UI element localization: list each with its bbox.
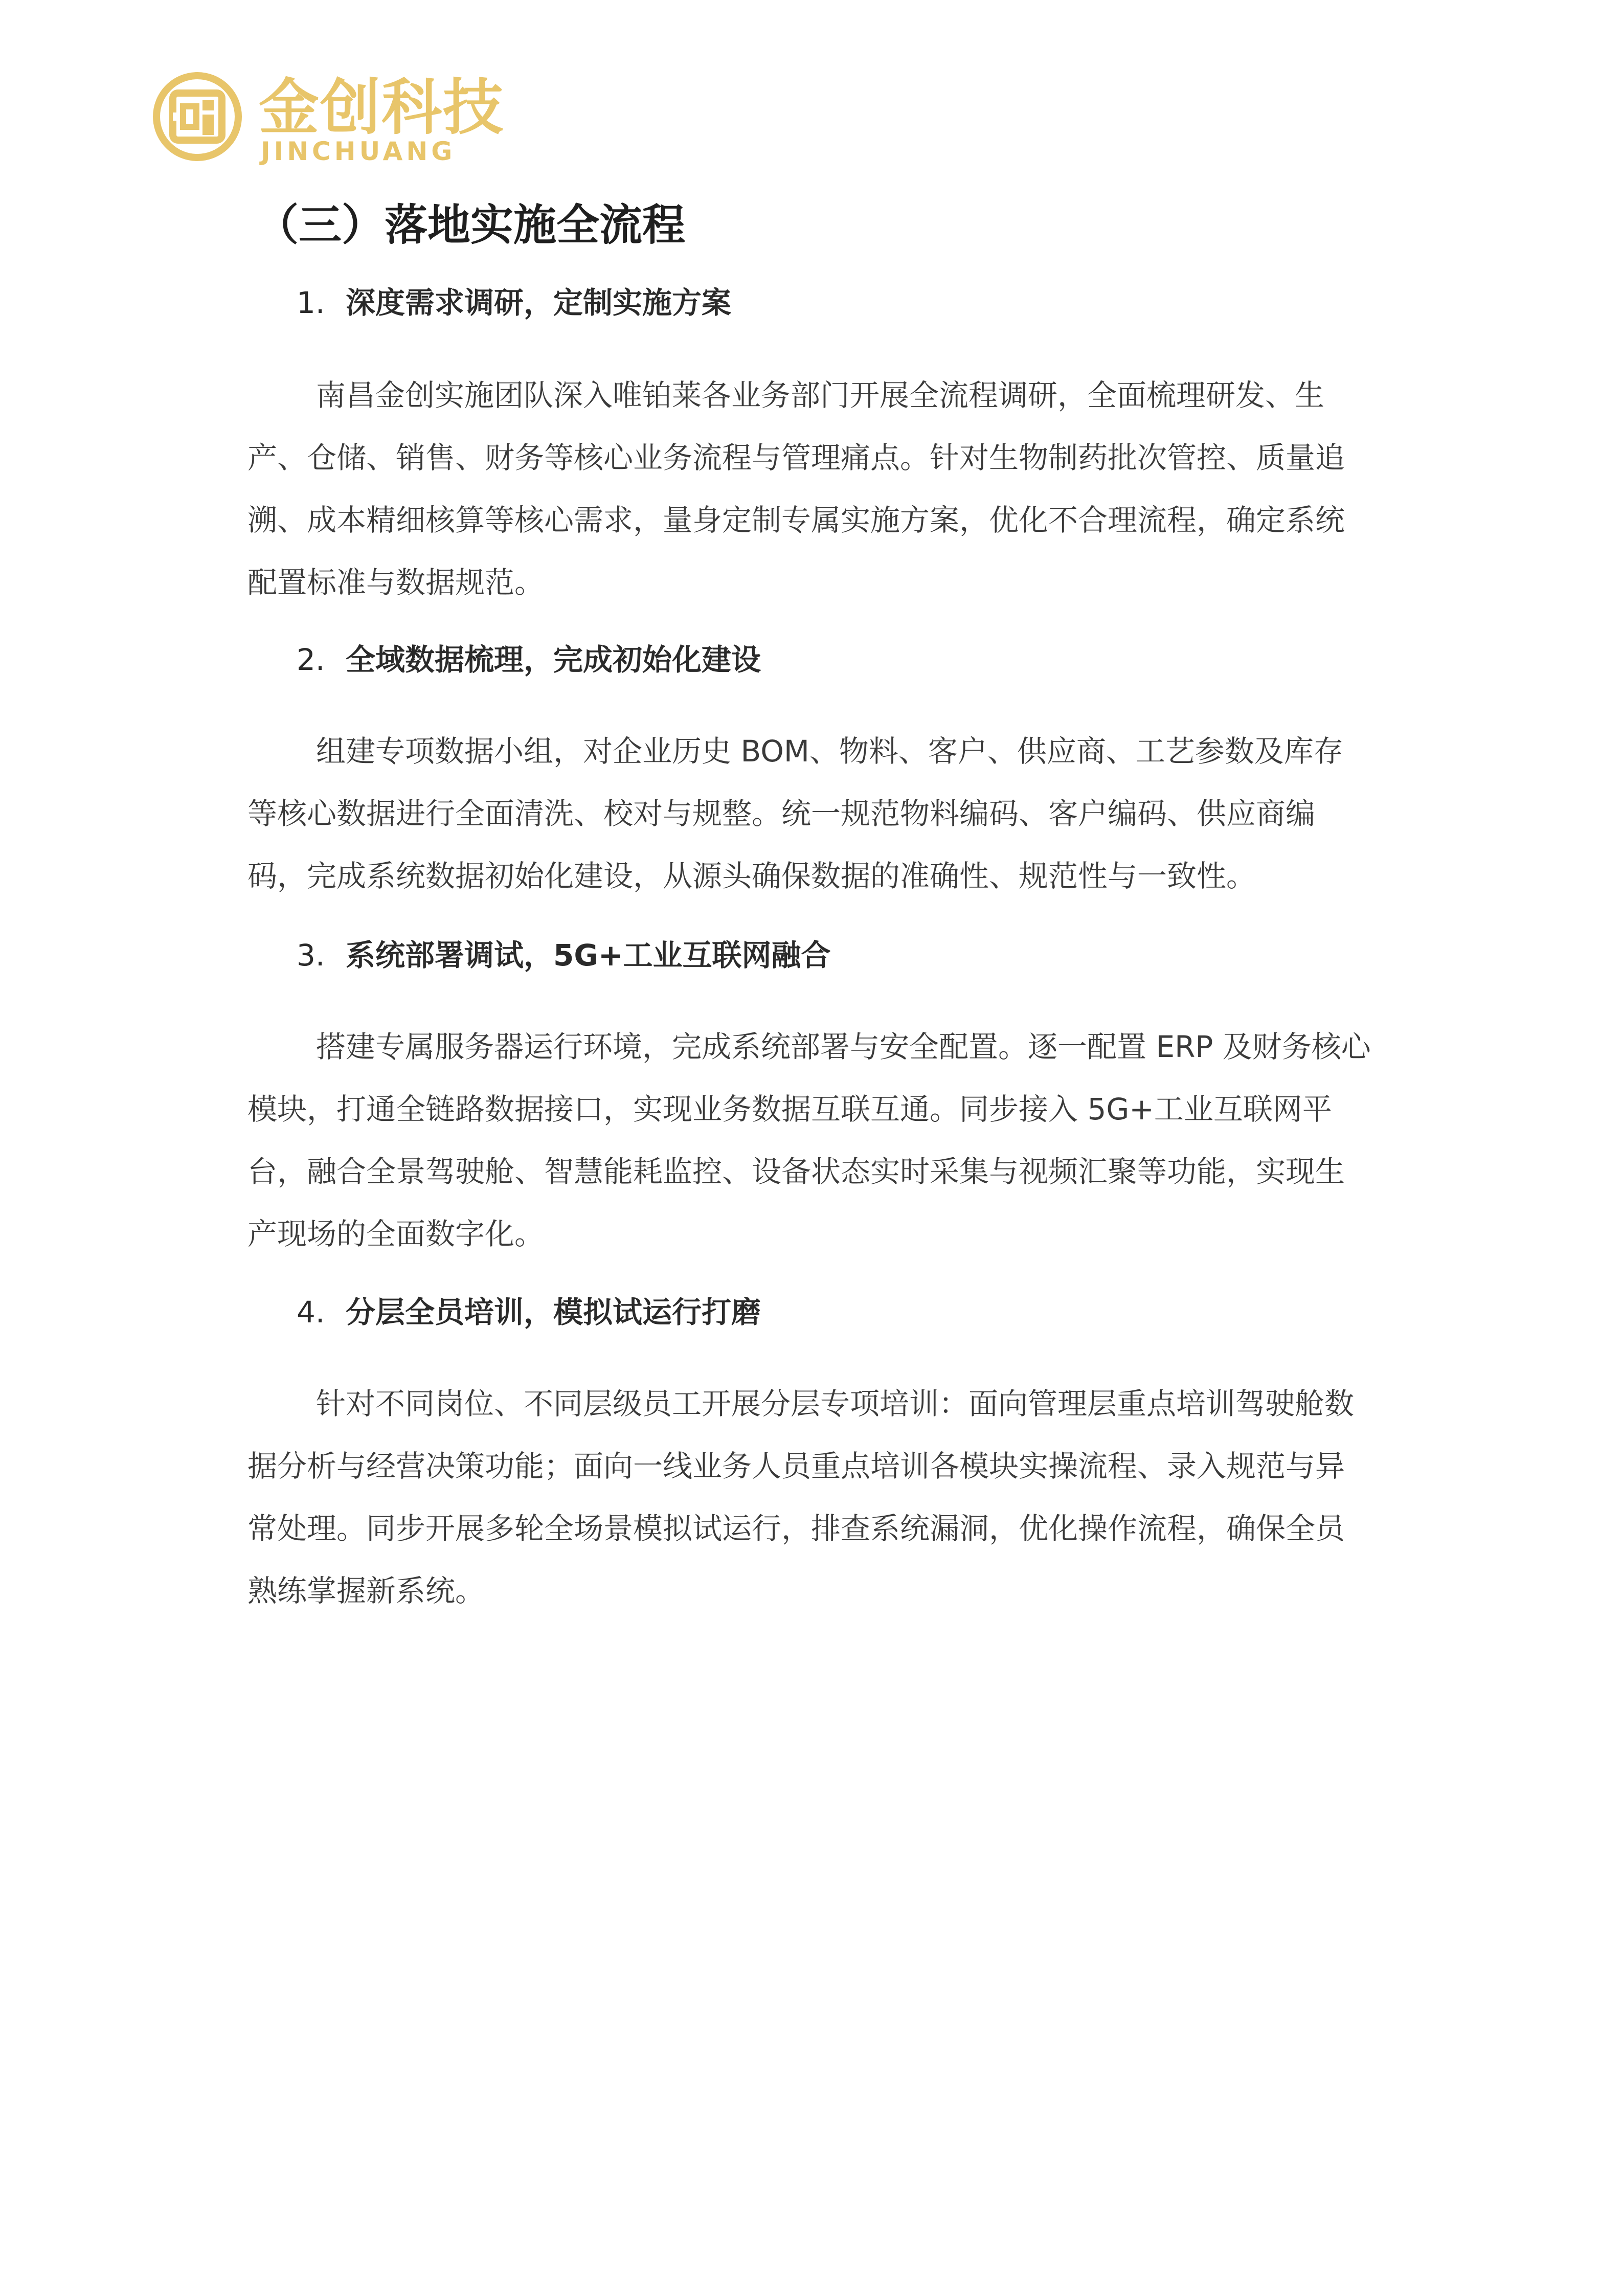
paragraph-line: 南昌金创实施团队深入唯铂莱各业务部门开展全流程调研，全面梳理研发、生 bbox=[316, 378, 1325, 413]
paragraph-line: 配置标准与数据规范。 bbox=[247, 565, 545, 600]
company-logo bbox=[151, 71, 509, 173]
item-1-paragraph bbox=[247, 364, 1388, 614]
section-title: （三）落地实施全流程 bbox=[256, 200, 686, 250]
item-1-number: 1. bbox=[297, 285, 325, 320]
paragraph-line: 熟练掌握新系统。 bbox=[247, 1573, 485, 1608]
item-3-paragraph bbox=[247, 1016, 1388, 1265]
item-3-heading bbox=[297, 935, 831, 976]
logo-name-cn: 金创科技 bbox=[259, 72, 505, 143]
item-4-paragraph bbox=[247, 1372, 1388, 1622]
item-1-heading-text: 深度需求调研，定制实施方案 bbox=[346, 285, 732, 320]
item-2-heading-text: 全域数据梳理，完成初始化建设 bbox=[346, 642, 761, 677]
paragraph-line: 产现场的全面数字化。 bbox=[247, 1217, 545, 1251]
item-2-number: 2. bbox=[297, 642, 325, 677]
paragraph-line: 据分析与经营决策功能；面向一线业务人员重点培训各模块实操流程、录入规范与异 bbox=[247, 1449, 1345, 1483]
item-2-paragraph bbox=[247, 720, 1388, 907]
item-2-heading bbox=[297, 639, 761, 680]
paragraph-line: 等核心数据进行全面清洗、校对与规整。统一规范物料编码、客户编码、供应商编 bbox=[247, 796, 1316, 831]
paragraph-line: 常处理。同步开展多轮全场景模拟试运行，排查系统漏洞，优化操作流程，确保全员 bbox=[247, 1511, 1345, 1546]
jinchuang-logo-icon bbox=[151, 71, 243, 163]
paragraph-line: 针对不同岗位、不同层级员工开展分层专项培训：面向管理层重点培训驾驶舱数 bbox=[316, 1386, 1355, 1421]
paragraph-line: 模块，打通全链路数据接口，实现业务数据互联互通。同步接入 5G+工业互联网平 bbox=[247, 1092, 1332, 1127]
logo-name-en: JINCHUANG bbox=[261, 137, 456, 166]
item-4-number: 4. bbox=[297, 1295, 325, 1330]
paragraph-line: 溯、成本精细核算等核心需求，量身定制专属实施方案，优化不合理流程，确定系统 bbox=[247, 503, 1345, 537]
paragraph-line: 码，完成系统数据初始化建设，从源头确保数据的准确性、规范性与一致性。 bbox=[247, 859, 1256, 893]
paragraph-line: 搭建专属服务器运行环境，完成系统部署与安全配置。逐一配置 ERP 及财务核心 bbox=[316, 1029, 1371, 1064]
paragraph-line: 组建专项数据小组，对企业历史 BOM、物料、客户、供应商、工艺参数及库存 bbox=[316, 734, 1343, 769]
item-3-heading-text: 系统部署调试，5G+工业互联网融合 bbox=[346, 938, 831, 973]
item-4-heading-text: 分层全员培训，模拟试运行打磨 bbox=[346, 1295, 761, 1330]
paragraph-line: 产、仓储、销售、财务等核心业务流程与管理痛点。针对生物制药批次管控、质量追 bbox=[247, 440, 1345, 475]
item-3-number: 3. bbox=[297, 938, 325, 973]
item-4-heading bbox=[297, 1292, 761, 1333]
item-1-heading bbox=[297, 282, 731, 323]
paragraph-line: 台，融合全景驾驶舱、智慧能耗监控、设备状态实时采集与视频汇聚等功能，实现生 bbox=[247, 1154, 1345, 1189]
